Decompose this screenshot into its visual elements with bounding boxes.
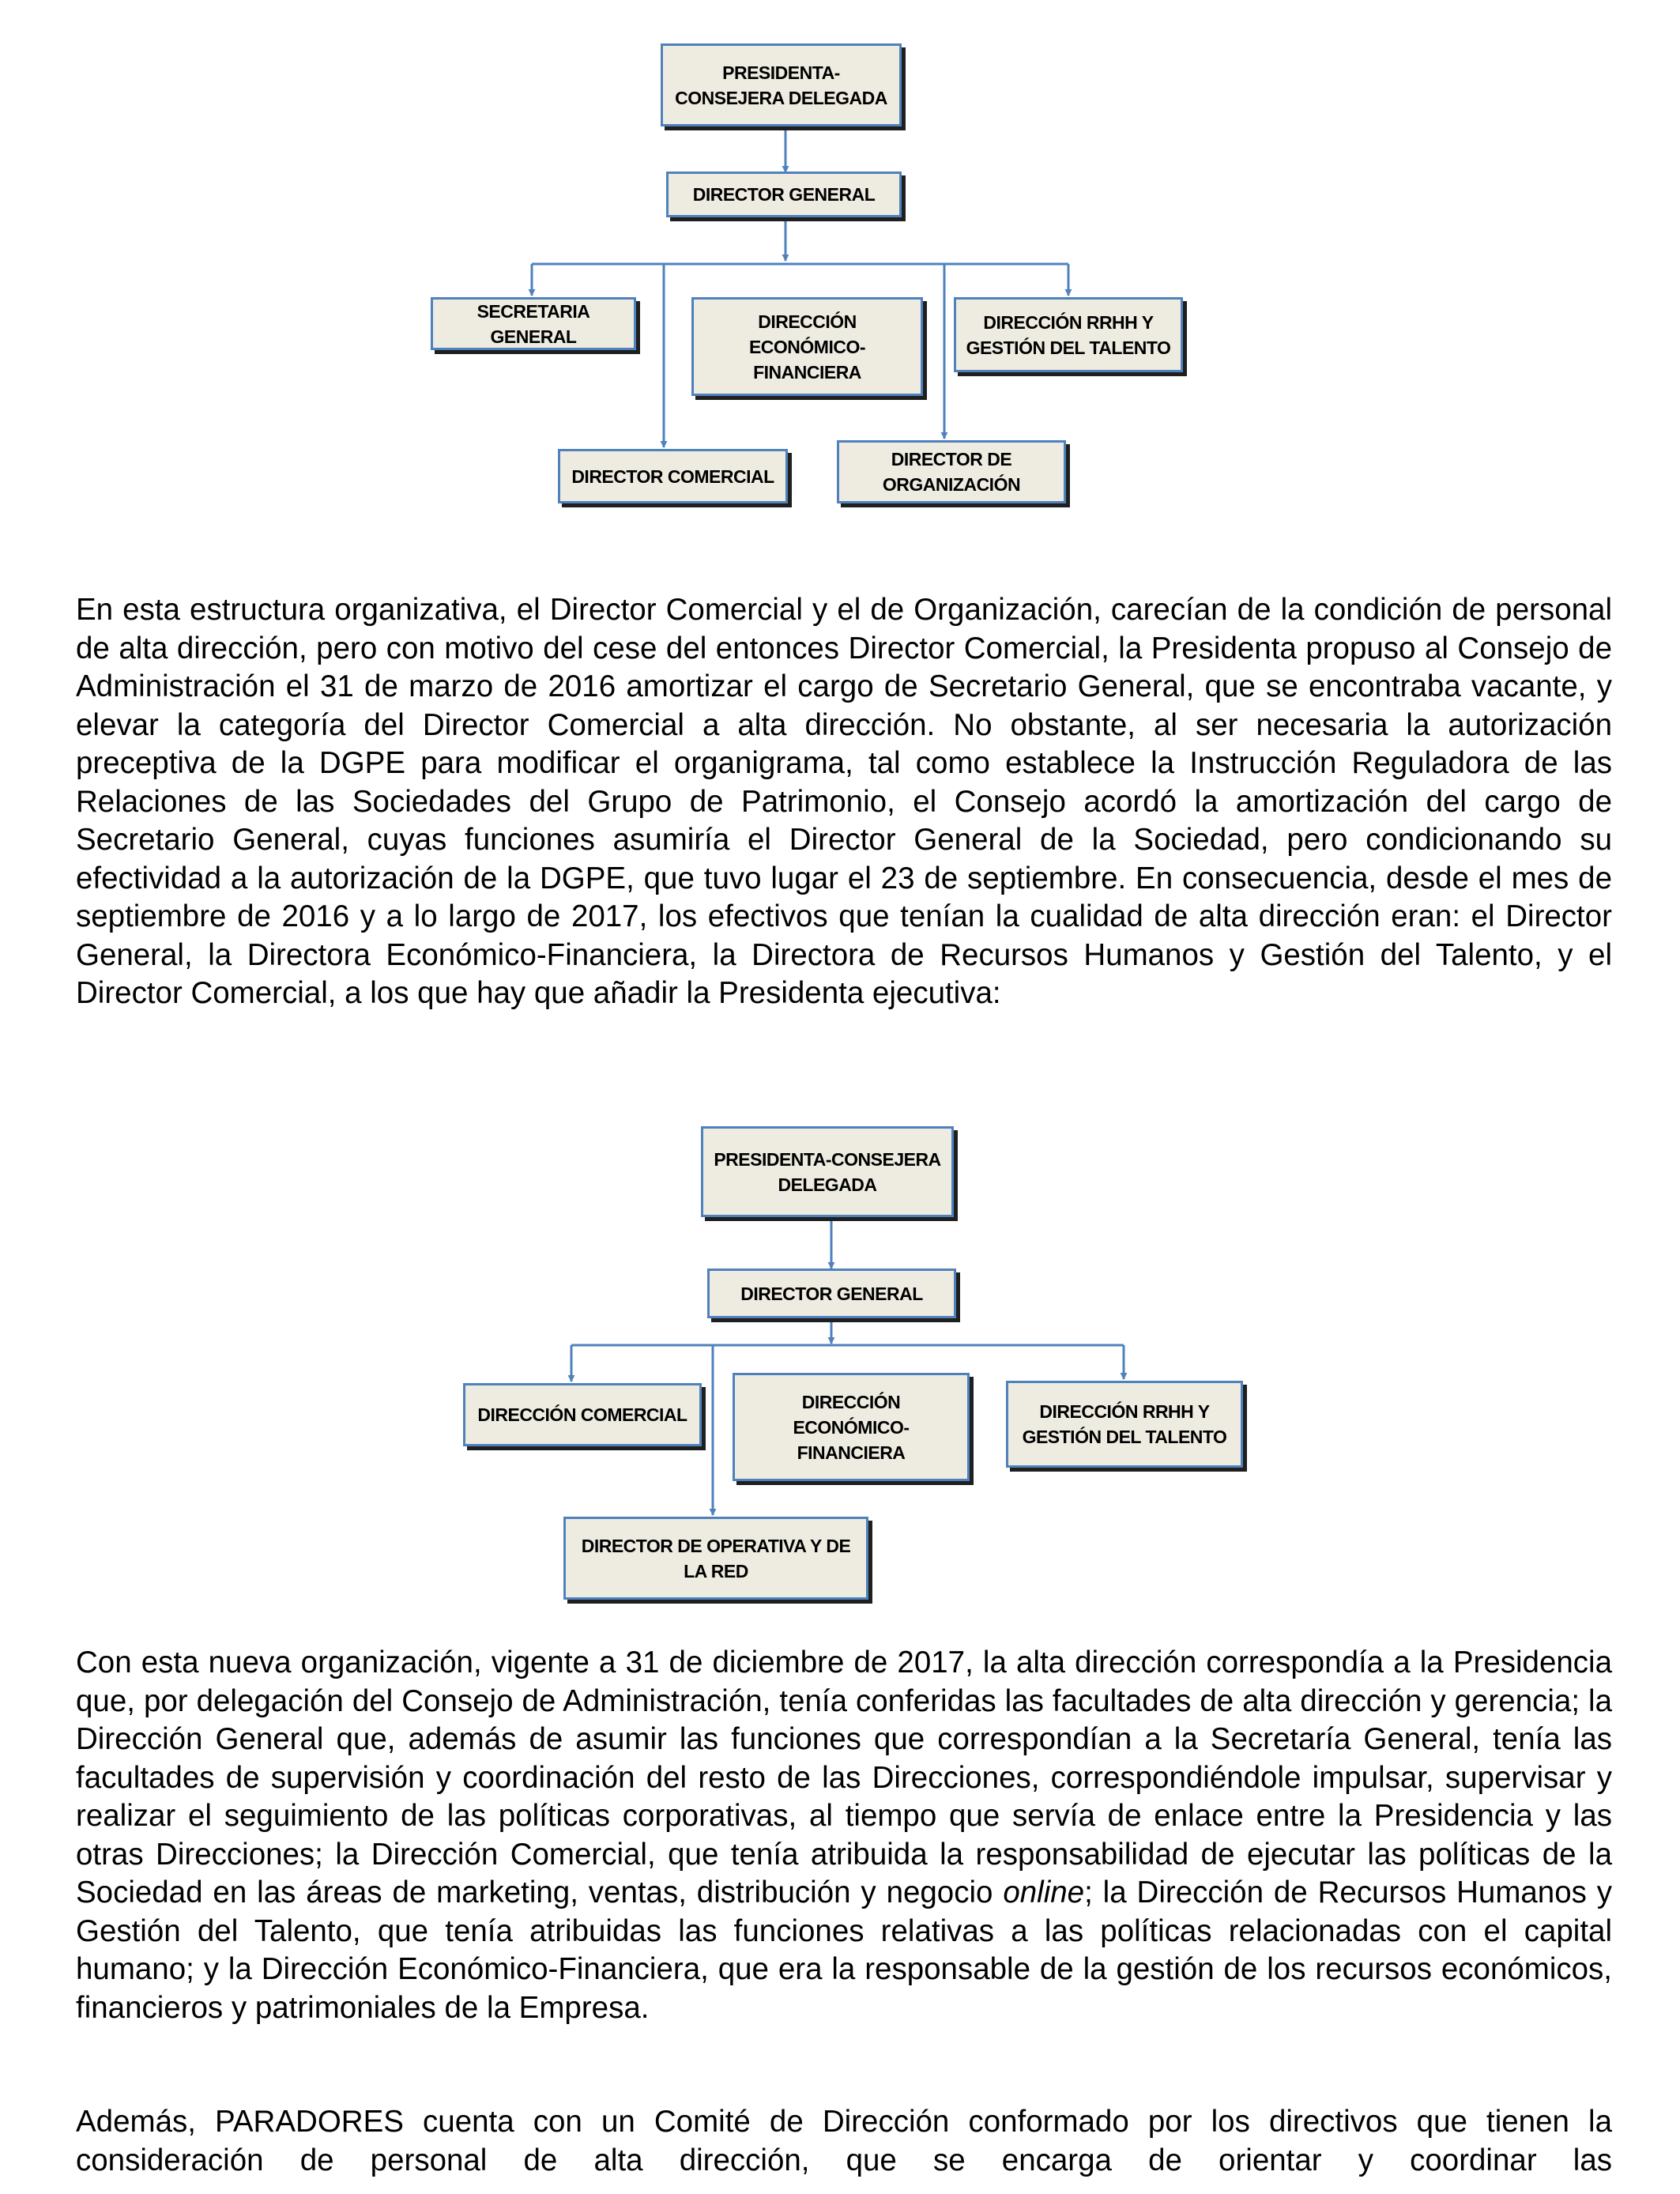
paragraph-new-organization-italic: online (1003, 1875, 1085, 1909)
box-director-organizacion: DIRECTOR DE ORGANIZACIÓN (837, 440, 1066, 503)
box-director-operativa-red: DIRECTOR DE OPERATIVA Y DE LA RED (563, 1517, 868, 1600)
org-chart-initial (0, 0, 1680, 522)
box-direccion-economico-financiera: DIRECCIÓN ECONÓMICO-FINANCIERA (733, 1373, 970, 1481)
box-direccion-rrhh: DIRECCIÓN RRHH Y GESTIÓN DEL TALENTO (954, 297, 1183, 372)
box-direccion-economico-financiera: DIRECCIÓN ECONÓMICO-FINANCIERA (691, 297, 923, 396)
paragraph-new-organization-part-2: ; la Dirección de Recursos Humanos y Gestión del Talento, que tenía atribuidas las funciones relativas a las políticas relacionadas con el capital humano; y la Dirección Económico-Financiera, que era la responsable de la gestión de los recursos económicos, financieros y patrimoniales de la Empresa. (76, 1875, 1613, 2025)
paragraph-comite-direccion: Además, PARADORES cuenta con un Comité de Dirección conformado por los directivos que tienen la consideración de personal de alta dirección, que se encarga de orientar y coordinar las (76, 2105, 1612, 2177)
box-direccion-rrhh: DIRECCIÓN RRHH Y GESTIÓN DEL TALENTO (1006, 1381, 1243, 1468)
org-chart-current (0, 1106, 1680, 1612)
box-direccion-comercial: DIRECCIÓN COMERCIAL (463, 1383, 702, 1446)
box-director-comercial: DIRECTOR COMERCIAL (558, 449, 788, 503)
paragraph-new-organization (76, 1644, 1612, 2027)
box-presidenta: PRESIDENTA-CONSEJERA DELEGADA (661, 43, 902, 126)
box-presidenta: PRESIDENTA-CONSEJERA DELEGADA (701, 1126, 954, 1217)
paragraph-structure-change: En esta estructura organizativa, el Director Comercial y el de Organización, carecían de la condición de personal de alta dirección, pero con motivo del cese del entonces Director Comercial, la Presidenta propuso al Consejo de Administración el 31 de marzo de 2016 amortizar el cargo de Secretario General, que se encontraba vacante, y elevar la categoría del Director Comercial a alta dirección. No obstante, al ser necesaria la autorización preceptiva de la DGPE para modificar el organigrama, tal como establece la Instrucción Reguladora de las Relaciones de las Sociedades del Grupo de Patrimonio, el Consejo acordó la amortización del cargo de Secretario General, cuyas funciones asumiría el Director General de la Sociedad, pero condicionando su efectividad a la autorización de la DGPE, que tuvo lugar el 23 de septiembre. En consecuencia, desde el mes de septiembre de 2016 y a lo largo de 2017, los efectivos que tenían la cualidad de alta dirección eran: el Director General, la Directora Económico-Financiera, la Directora de Recursos Humanos y Gestión del Talento, y el Director Comercial, a los que hay que añadir la Presidenta ejecutiva: (76, 593, 1612, 1010)
paragraph-new-organization-part-1: Con esta nueva organización, vigente a 31 de diciembre de 2017, la alta dirección correspondía a la Presidencia que, por delegación del Consejo de Administración, tenía conferidas las facultades de alta dirección y gerencia; la Dirección General que, además de asumir las funciones que correspondían a la Secretaría General, tenía las facultades de supervisión y coordinación del resto de las Direcciones, correspondiéndole impulsar, supervisar y realizar el seguimiento de las políticas corporativas, al tiempo que servía de enlace entre la Presidencia y las otras Direcciones; la Dirección Comercial, que tenía atribuida la responsabilidad de ejecutar las políticas de la Sociedad en las áreas de marketing, ventas, distribución y negocio (76, 1646, 1612, 1909)
box-director-general: DIRECTOR GENERAL (666, 172, 902, 217)
box-director-general: DIRECTOR GENERAL (707, 1269, 956, 1318)
box-secretaria-general: SECRETARIA GENERAL (431, 297, 636, 350)
